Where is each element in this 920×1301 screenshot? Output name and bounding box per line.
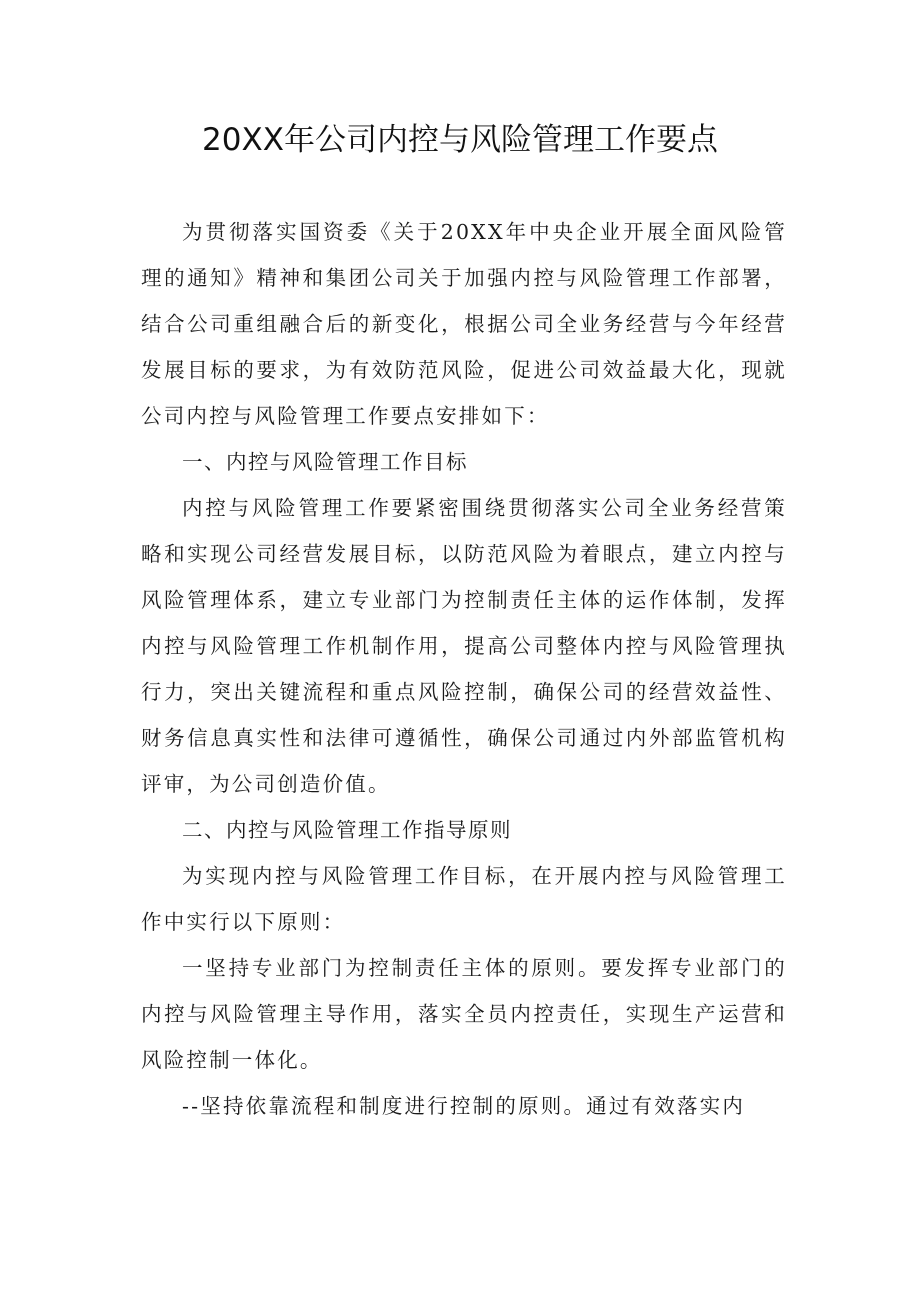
paragraph-principle-1: 一坚持专业部门为控制责任主体的原则。要发挥专业部门的内控与风险管理主导作用，落实全员内控责任，实现生产运营和风险控制一体化。 (141, 956, 787, 1072)
document-body (141, 209, 787, 1129)
paragraph-goals: 内控与风险管理工作要紧密围绕贯彻落实公司全业务经营策略和实现公司经营发展目标，以防范风险为着眼点，建立内控与风险管理体系，建立专业部门为控制责任主体的运作体制，发挥内控与风险管理工作机制作用，提高公司整体内控与风险管理执行力，突出关键流程和重点风险控制，确保公司的经营效益性、财务信息真实性和法律可遵循性，确保公司通过内外部监管机构评审，为公司创造价值。 (141, 496, 787, 796)
paragraph-principle-2: --坚持依靠流程和制度进行控制的原则。通过有效落实内 (182, 1094, 746, 1118)
section-heading-goals: 一、内控与风险管理工作目标 (182, 450, 468, 474)
paragraph-principles-intro: 为实现内控与风险管理工作目标，在开展内控与风险管理工作中实行以下原则： (141, 864, 787, 934)
paragraph-intro: 为贯彻落实国资委《关于20XX年中央企业开展全面风险管理的通知》精神和集团公司关于加强内控与风险管理工作部署，结合公司重组融合后的新变化，根据公司全业务经营与今年经营发展目标的要求，为有效防范风险，促进公司效益最大化，现就公司内控与风险管理工作要点安排如下： (141, 220, 787, 428)
document-title: 20XX年公司内控与风险管理工作要点 (202, 122, 718, 158)
section-heading-principles: 二、内控与风险管理工作指导原则 (182, 818, 512, 842)
